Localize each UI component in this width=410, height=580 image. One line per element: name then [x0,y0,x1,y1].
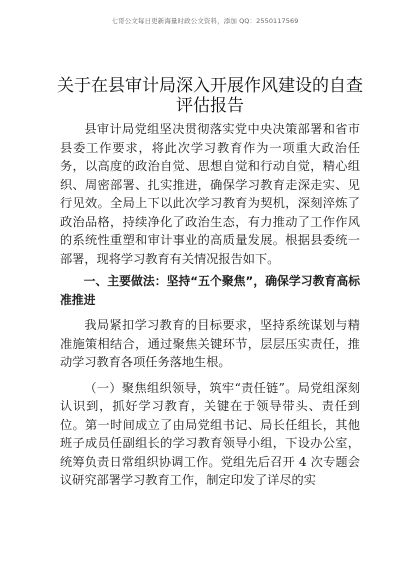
section-heading: 一、主要做法：坚持“五个聚焦”，确保学习教育高标准推进 [60,274,360,307]
document-body [60,120,360,490]
section-paragraph: 我局紧扣学习教育的目标要求，坚持系统谋划与精准施策相结合，通过聚焦关键环节，层层压实责任，推动学习教育各项任务落地生根。 [60,318,360,369]
watermark-text: 七哥公文每日更新海量时政公文资料，添加 QQ：2550117569 [111,17,299,25]
subsection-paragraph: （一）聚焦组织领导，筑牢“责任链”。局党组深刻认识到，抓好学习教育，关键在于领导带头、责任到位。第一时间成立了由局党组书记、局长任组长，其他班子成员任副组长的学习教育领导小组，下设办公室，统筹负责日常组织协调工作。党组先后召开 4 次专题会议研究部署学习教育工作，制定印发了详尽的实 [60,380,360,487]
intro-paragraph: 县审计局党组坚决贯彻落实党中央决策部署和省市县委工作要求，将此次学习教育作为一项重大政治任务，以高度的政治自觉、思想自觉和行动自觉，精心组织、周密部署、扎实推进，确保学习教育走深走实、见行见效。全局上下以此次学习教育为契机，深刻淬炼了政治品格，持续净化了政治生态，有力推动了工作作风的系统性重塑和审计事业的高质量发展。根据县委统一部署，现将学习教育有关情况报告如下。 [60,122,360,266]
document-title: 关于在县审计局深入开展作风建设的自查评估报告 [57,76,363,116]
